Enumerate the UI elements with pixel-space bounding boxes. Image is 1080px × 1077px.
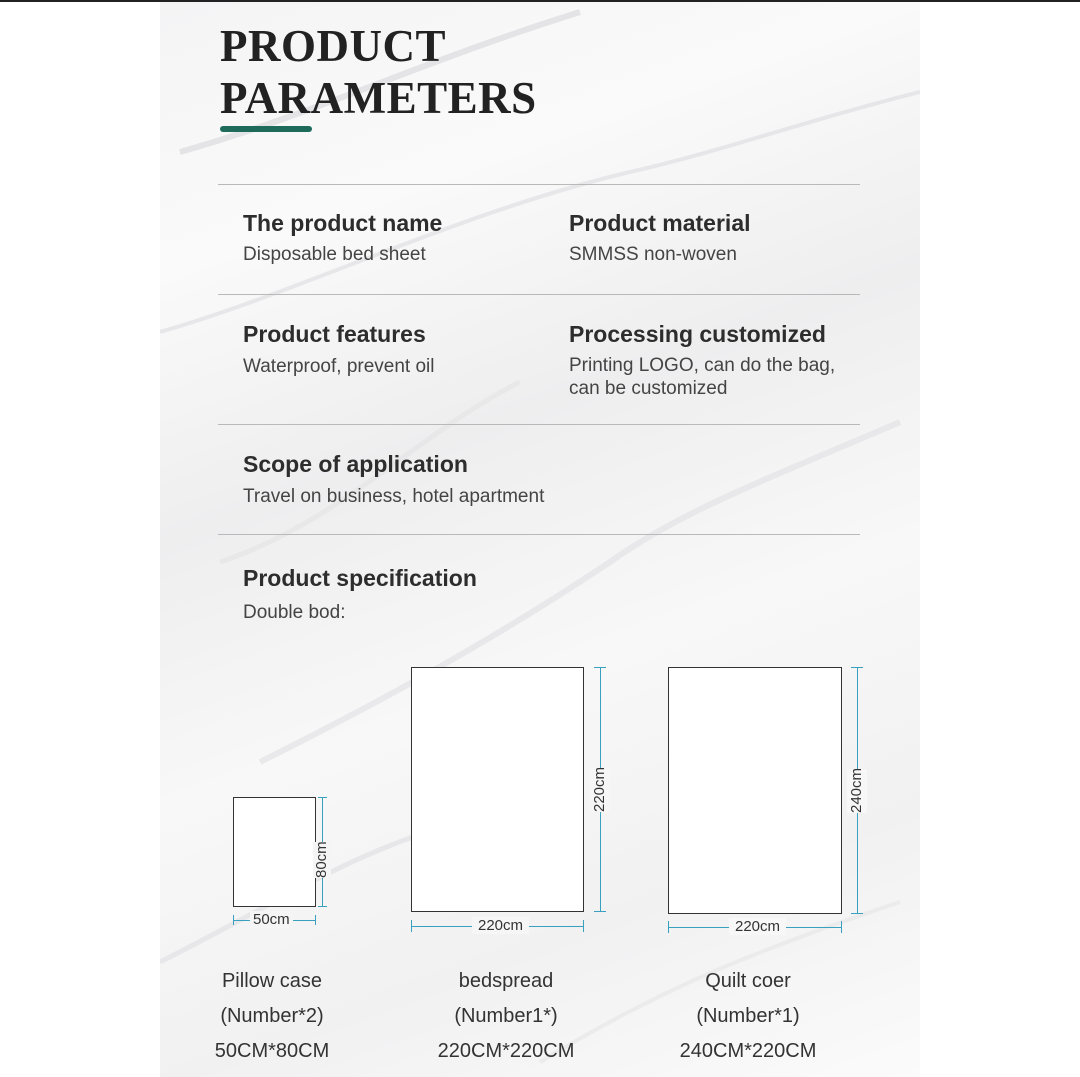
scope-label: Scope of application — [243, 451, 468, 477]
quilt-height-label: 240cm — [848, 767, 865, 813]
page-title — [220, 20, 537, 124]
quilt-width-tick-right — [841, 921, 842, 933]
quilt-cover-size: 240CM*220CM — [679, 1040, 817, 1062]
pillow-case-name: Pillow case — [221, 970, 323, 992]
title-line-2: PARAMETERS — [220, 73, 537, 123]
bedspread-count: (Number1*) — [454, 1005, 558, 1027]
specification-label: Product specification — [243, 565, 477, 591]
quilt-cover-name: Quilt coer — [705, 970, 791, 992]
specification-value: Double bod: — [243, 602, 346, 623]
bedspread-name: bedspread — [458, 970, 554, 992]
product-material-label: Product material — [569, 210, 751, 236]
processing-value-line-1: Printing LOGO, can do the bag, — [569, 355, 836, 376]
divider — [218, 534, 860, 535]
quilt-height-tick-bottom — [851, 913, 863, 914]
pillow-height-label: 80cm — [313, 841, 330, 878]
processing-value — [569, 354, 835, 400]
pillow-height-tick-bottom — [318, 906, 327, 907]
bedspread-width-tick-left — [411, 920, 412, 932]
product-name-value: Disposable bed sheet — [243, 244, 426, 265]
bedspread-size: 220CM*220CM — [437, 1040, 575, 1062]
bedspread-height-tick-bottom — [594, 911, 606, 912]
quilt-width-label: 220cm — [729, 918, 786, 935]
divider — [218, 424, 860, 425]
pillow-width-tick-right — [315, 915, 316, 925]
bedspread-shape — [411, 667, 584, 912]
pillow-width-label: 50cm — [250, 911, 293, 928]
pillow-height-tick-top — [318, 797, 327, 798]
product-material-value: SMMSS non-woven — [569, 244, 737, 265]
quilt-width-tick-left — [668, 921, 669, 933]
quilt-cover-count: (Number*1) — [696, 1005, 800, 1027]
quilt-height-tick-top — [851, 667, 863, 668]
pillow-case-size: 50CM*80CM — [214, 1040, 330, 1062]
divider — [218, 294, 860, 295]
bedspread-height-label: 220cm — [591, 766, 608, 812]
quilt-cover-shape — [668, 667, 842, 914]
product-features-label: Product features — [243, 321, 426, 347]
pillow-width-tick-left — [233, 915, 234, 925]
bedspread-height-tick-top — [594, 667, 606, 668]
scope-value: Travel on business, hotel apartment — [243, 486, 545, 507]
pillow-case-count: (Number*2) — [220, 1005, 324, 1027]
bedspread-width-tick-right — [583, 920, 584, 932]
title-line-1: PRODUCT — [220, 21, 446, 71]
product-features-value: Waterproof, prevent oil — [243, 356, 435, 377]
bedspread-width-label: 220cm — [472, 917, 529, 934]
processing-label: Processing customized — [569, 321, 826, 347]
divider — [218, 184, 860, 185]
product-name-label: The product name — [243, 210, 443, 236]
title-accent-bar — [220, 126, 312, 132]
processing-value-line-2: can be customized — [569, 378, 728, 399]
pillow-case-shape — [233, 797, 316, 907]
